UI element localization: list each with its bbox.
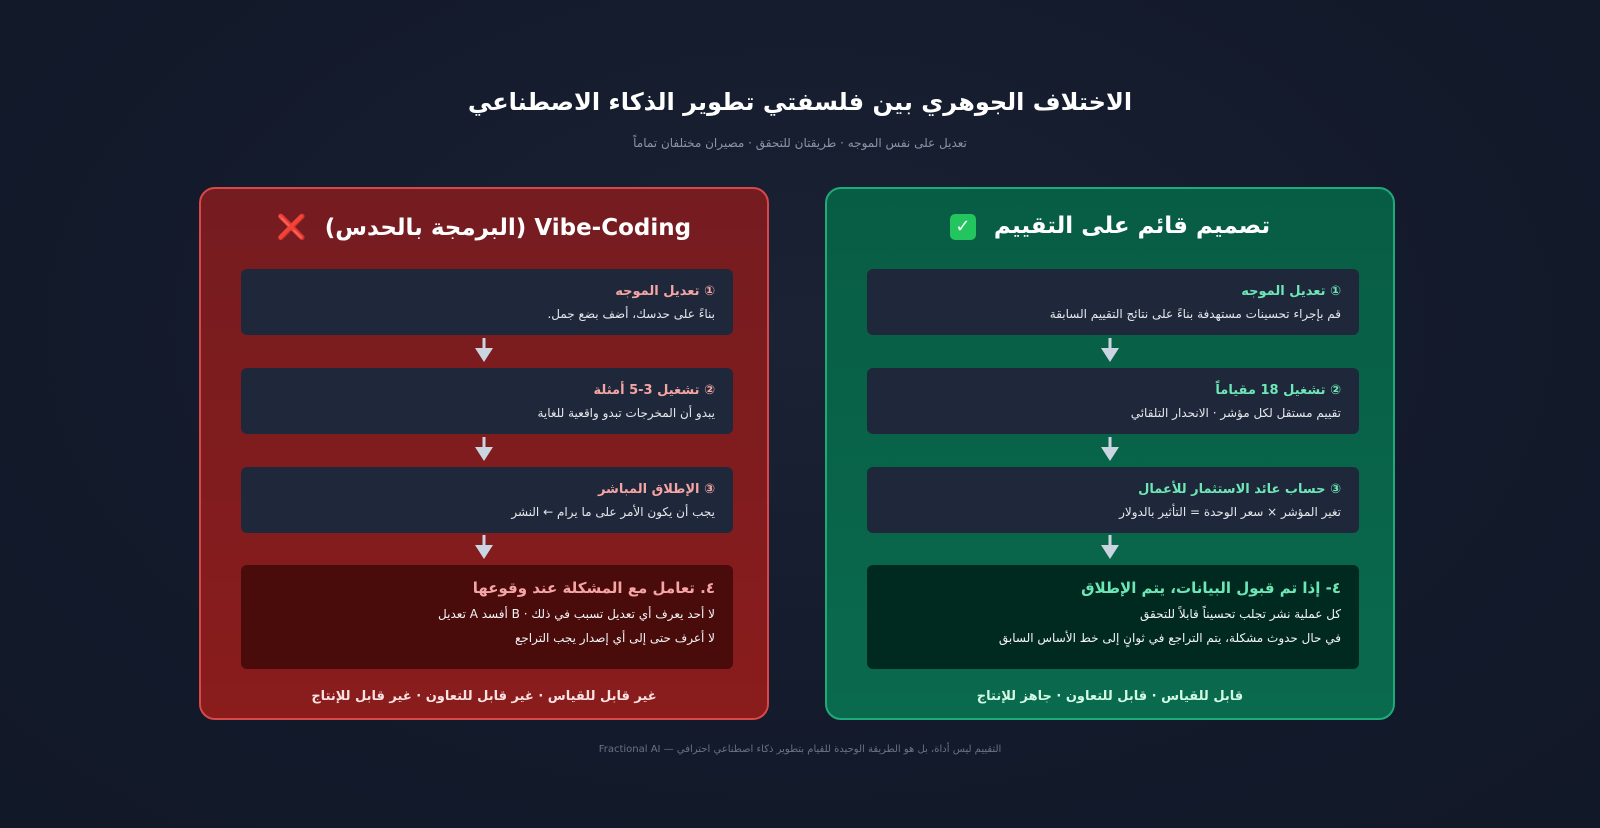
vibe-step-4 (241, 565, 733, 669)
arrow-down-icon (1101, 338, 1119, 364)
step-title: ③ حساب عائد الاستثمار للأعمال (1138, 482, 1341, 497)
step-description-2: لا أعرف حتى إلى أي إصدار يجب التراجع (514, 631, 715, 645)
check-mark-icon: ✓ (950, 214, 976, 240)
step-description: لا أحد يعرف أي تعديل تسبب في ذلك · B أفسد A تعديل (438, 607, 715, 621)
step-title: ② تشغيل 3-5 أمثلة (593, 383, 715, 398)
step-title: ٤- إذا تم قبول البيانات، يتم الإطلاق (1081, 579, 1341, 597)
step-title: ③ الإطلاق المباشر (597, 482, 715, 497)
eval-step-3 (867, 467, 1359, 533)
vibe-step-3 (241, 467, 733, 533)
eval-step-2 (867, 368, 1359, 434)
vibe-coding-panel (199, 187, 769, 720)
cross-mark-icon: ❌ (276, 213, 307, 241)
step-title: ٤. تعامل مع المشكلة عند وقوعها (472, 579, 715, 597)
eval-step-1 (867, 269, 1359, 335)
step-description: تغير المؤشر × سعر الوحدة = التأثير بالدولار (1119, 505, 1341, 519)
page-footer: التقييم ليس أداة، بل هو الطريقة الوحيدة للقيام بتطوير ذكاء اصطناعي احترافي — Fractional AI (598, 744, 1002, 755)
step-description: تقييم مستقل لكل مؤشر · الانحدار التلقائي (1130, 406, 1341, 420)
page-title: الاختلاف الجوهري بين فلسفتي تطوير الذكاء الاصطناعي (467, 88, 1133, 116)
step-description: قم بإجراء تحسينات مستهدفة بناءً على نتائج التقييم السابقة (1049, 307, 1341, 321)
page-subtitle: تعديل على نفس الموجه · طريقتان للتحقق · مصيران مختلفان تماماً (633, 136, 967, 150)
vibe-coding-footer: غير قابل للقياس · غير قابل للتعاون · غير قابل للإنتاج (311, 689, 657, 704)
step-title: ① تعديل الموجه (1241, 284, 1341, 299)
eval-step-4 (867, 565, 1359, 669)
arrow-down-icon (1101, 437, 1119, 463)
vibe-coding-title-text: Vibe-Coding (البرمجة بالحدس) (324, 215, 692, 241)
arrow-down-icon (475, 338, 493, 364)
vibe-coding-title (201, 213, 767, 241)
eval-driven-title (827, 213, 1393, 240)
step-description: يبدو أن المخرجات تبدو واقعية للغاية (537, 406, 715, 420)
step-title: ② تشغيل 18 مقياماً (1215, 383, 1341, 398)
eval-driven-panel (825, 187, 1395, 720)
arrow-down-icon (475, 437, 493, 463)
step-title: ① تعديل الموجه (615, 284, 715, 299)
step-description: كل عملية نشر تجلب تحسيناً قابلاً للتحقق (1140, 607, 1341, 621)
step-description-2: في حال حدوث مشكلة، يتم التراجع في ثوانٍ إلى خط الأساس السابق (998, 631, 1341, 645)
eval-driven-title-text: تصميم قائم على التقييم (993, 213, 1271, 239)
eval-driven-footer: قابل للقياس · قابل للتعاون · جاهز للإنتاج (976, 689, 1244, 704)
arrow-down-icon (475, 535, 493, 561)
step-description: بناءً على حدسك، أضف بضع جمل. (547, 307, 715, 321)
vibe-step-1 (241, 269, 733, 335)
vibe-step-2 (241, 368, 733, 434)
step-description: يجب أن يكون الأمر على ما يرام ← النشر (511, 505, 715, 519)
arrow-down-icon (1101, 535, 1119, 561)
